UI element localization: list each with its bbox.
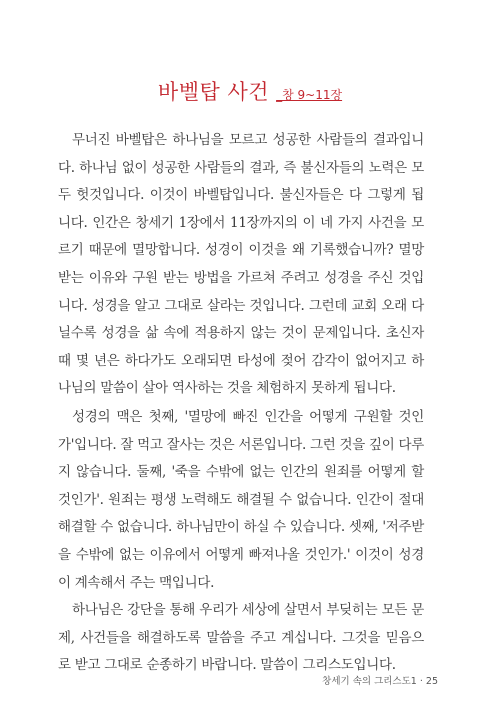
footer-separator: · [419,676,426,687]
paragraph-1: 무너진 바벨탑은 하나님을 모르고 성공한 사람들의 결과입니다. 하나님 없이 성공한 사람들의 결과, 즉 불신자들의 노력은 모두 헛것입니다. 이것이 바벨탑입니다. 불신자들은 다 그렇게 됩니다. 인간은 창세기 1장에서 11장까지의 이 네 가지 사건을 모르기 때문에 멸망합니다. 성경이 이것을 왜 기록했습니까? 멸망받는 이유와 구원 받는 방법을 가르쳐 주려고 성경을 주신 것입니다. 성경을 알고 그대로 살라는 것입니다. 그런데 교회 오래 다닐수록 성경을 삶 속에 적용하지 않는 것이 문제입니다. 초신자 때 몇 년은 하다가도 오래되면 타성에 젖어 감각이 없어지고 하나님의 말씀이 살아 역사하는 것을 체험하지 못하게 됩니다. [58,132,424,397]
page-number: 25 [425,676,438,687]
body-block-2 [58,404,424,680]
paragraph-2: 성경의 맥은 첫째, '멸망에 빠진 인간을 어떻게 구원할 것인가'입니다. 잘 먹고 잘사는 것은 서론입니다. 그런 것을 깊이 다루지 않습니다. 둘째, '죽을 수밖에 없는 인간의 원죄를 어떻게 할 것인가'. 원죄는 평생 노력해도 해결될 수 없습니다. 인간이 절대 해결할 수 없습니다. 하나님만이 하실 수 있습니다. 셋째, '저주받을 수밖에 없는 이유에서 어떻게 빠져나올 것인가.' 이것이 성경이 계속해서 주는 맥입니다. [58,409,424,591]
paragraph-3: 하나님은 강단을 통해 우리가 세상에 살면서 부딪히는 모든 문제, 사건들을 해결하도록 말씀을 주고 계십니다. 그것을 믿음으로 받고 그대로 순종하기 바랍니다. 말씀이 그리스도입니다. [58,602,424,674]
section-title: 바벨탑 사건 [157,80,270,104]
running-title: 창세기 속의 그리스도1 [322,676,417,687]
page-footer [322,673,438,687]
section-subtitle: _창 9~11장 [276,88,343,102]
body-block-1 [58,127,424,403]
section-heading [0,76,500,106]
